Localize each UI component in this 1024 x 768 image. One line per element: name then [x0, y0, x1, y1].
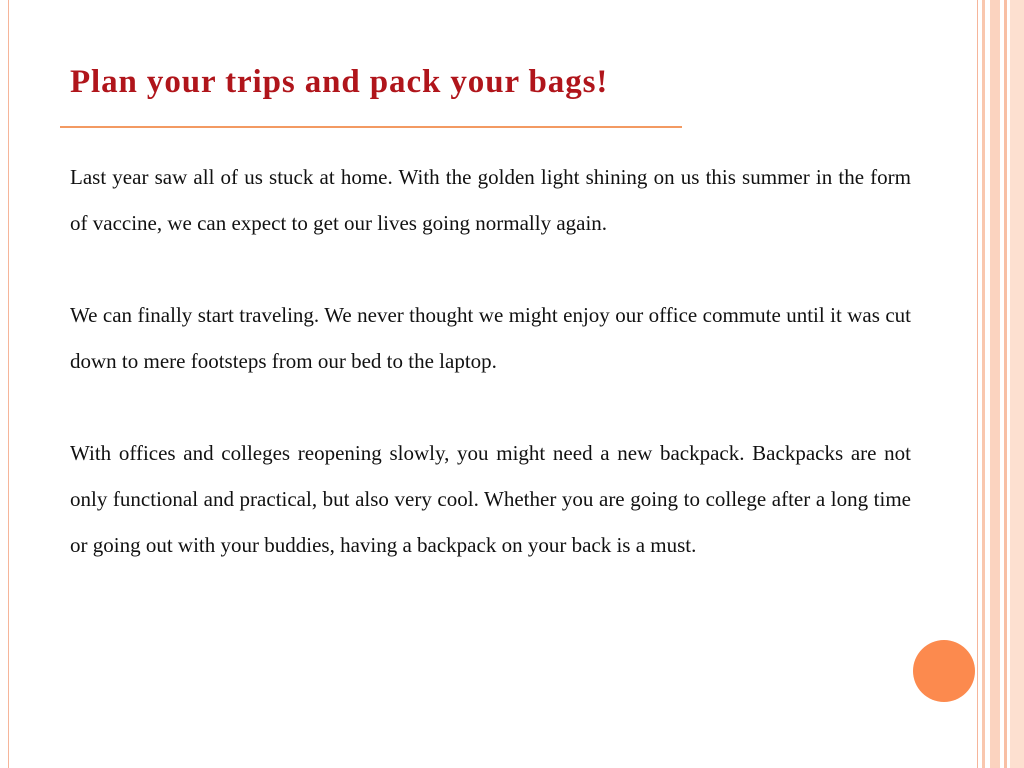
right-decor-stripe: [982, 0, 985, 768]
right-decor-stripe: [977, 0, 978, 768]
paragraph-2: We can finally start traveling. We never thought we might enjoy our office commute until it was cut down to mere footsteps from our bed to the laptop.: [70, 303, 911, 373]
decorative-circle: [913, 640, 975, 702]
paragraph-3: With offices and colleges reopening slowly, you might need a new backpack. Backpacks are not only functional and practical, but also very cool. Whether you are going to college after a long time or going out with your buddies, having a backpack on your back is a must.: [70, 441, 911, 557]
left-border-line: [8, 0, 9, 768]
paragraph-1: Last year saw all of us stuck at home. With the golden light shining on us this summer in the form of vaccine, we can expect to get our lives going normally again.: [70, 165, 911, 235]
slide-title: Plan your trips and pack your bags!: [70, 64, 609, 100]
right-decor-stripe: [990, 0, 1000, 768]
right-decor-stripe: [1004, 0, 1007, 768]
right-decor-stripe: [1010, 0, 1024, 768]
slide-body: [70, 154, 911, 568]
title-underline: [60, 126, 682, 128]
